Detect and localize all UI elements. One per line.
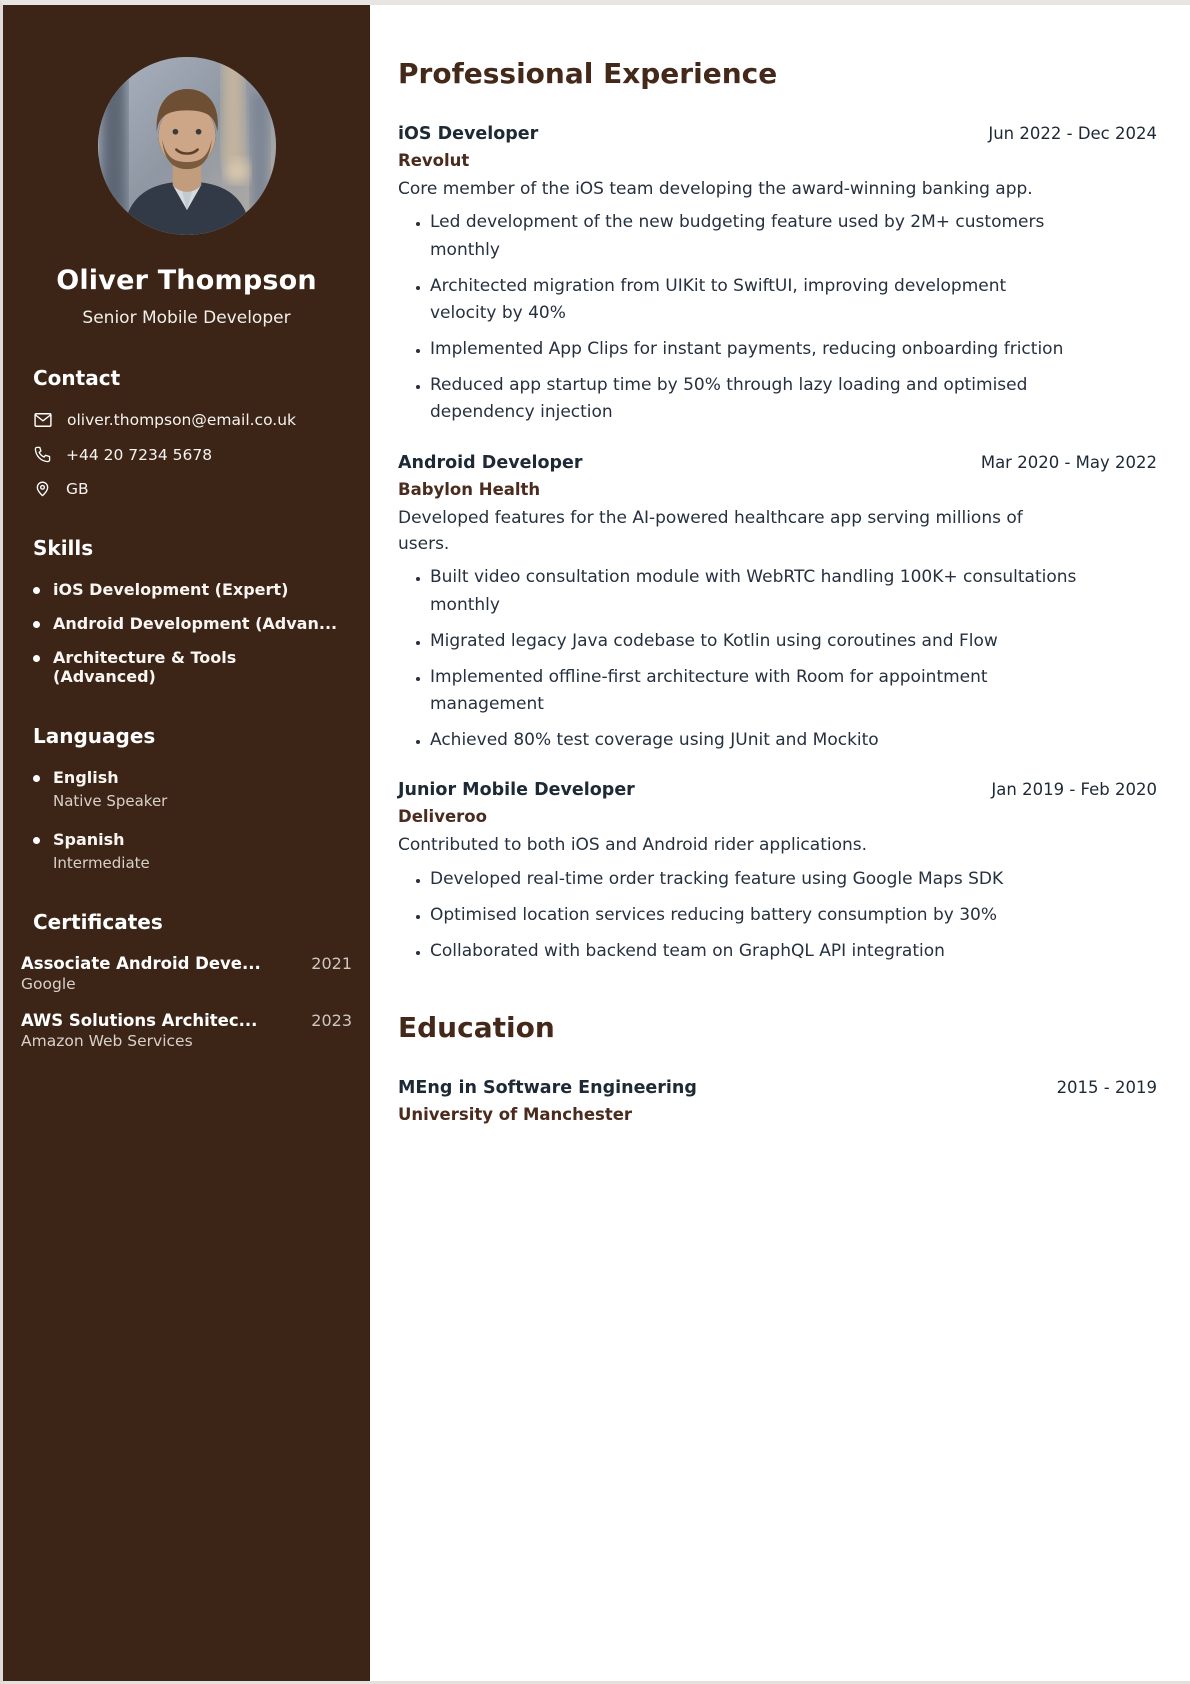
- job-bullet: • Reduced app startup time by 50% through lazy loading and optimised dependency injection: [430, 372, 1078, 426]
- language-item: [33, 768, 340, 810]
- certificate-name: AWS Solutions Architec...: [21, 1011, 258, 1030]
- job-title: iOS Developer: [398, 124, 539, 144]
- bullet-dot-icon: [33, 621, 40, 628]
- language-name: English: [53, 768, 119, 787]
- job-dates: Mar 2020 - May 2022: [980, 452, 1157, 472]
- job-summary: Contributed to both iOS and Android rider applications.: [398, 835, 868, 856]
- certificate-year: 2023: [311, 1011, 352, 1030]
- job-summary: Core member of the iOS team developing the award-winning banking app.: [398, 179, 1033, 199]
- job-bullet-list: [398, 564, 1078, 754]
- job-bullet: • Achieved 80% test coverage using JUnit and Mockito: [430, 727, 1078, 754]
- skill-item: [33, 648, 340, 686]
- email-icon: [33, 410, 53, 430]
- contact-phone-row: [33, 445, 340, 464]
- job-dates: Jan 2019 - Feb 2020: [991, 780, 1157, 800]
- certificate-item: [21, 954, 352, 993]
- languages-section: [33, 724, 340, 872]
- job-title: Android Developer: [398, 452, 583, 473]
- language-level: Intermediate: [53, 854, 150, 872]
- bullet-dot-icon: [33, 837, 40, 844]
- bullet-dot-icon: [33, 775, 40, 782]
- job-company: Revolut: [398, 151, 470, 170]
- contact-section: [33, 366, 340, 498]
- job-summary: Developed features for the AI-powered healthcare app serving millions of users.: [398, 507, 1023, 554]
- education-degree: MEng in Software Engineering: [398, 1078, 697, 1099]
- certificate-year: 2021: [311, 954, 352, 973]
- job-bullet-list: [398, 209, 1078, 426]
- job-dates: Jun 2022 - Dec 2024: [988, 124, 1157, 143]
- certificates-heading: Certificates: [33, 910, 163, 934]
- skill-item: [33, 580, 340, 599]
- skill-label: iOS Development (Expert): [53, 580, 289, 599]
- phone-icon: [33, 445, 52, 464]
- job-entry: [398, 124, 1157, 427]
- job-bullet: • Architected migration from UIKit to SwiftUI, improving development velocity by 40%: [430, 273, 1078, 327]
- education-entry: [398, 1078, 1157, 1124]
- job-bullet: • Built video consultation module with WebRTC handling 100K+ consultations monthly: [430, 564, 1078, 618]
- job-bullet: • Led development of the new budgeting feature used by 2M+ customers monthly: [430, 209, 1078, 263]
- avatar-photo-illustration: [98, 57, 276, 235]
- job-bullet: • Implemented App Clips for instant payments, reducing onboarding friction: [430, 336, 1078, 363]
- education-school: University of Manchester: [398, 1105, 633, 1125]
- language-item: [33, 830, 340, 872]
- contact-email-value: oliver.thompson@email.co.uk: [67, 411, 297, 429]
- skill-item: [33, 614, 340, 633]
- contact-heading: Contact: [33, 366, 121, 390]
- contact-phone-value: +44 20 7234 5678: [66, 445, 213, 464]
- job-company: Babylon Health: [398, 479, 541, 499]
- contact-email-row: [33, 410, 340, 430]
- language-name: Spanish: [53, 830, 125, 849]
- job-bullet: • Implemented offline-first architecture with Room for appointment management: [430, 664, 1078, 718]
- skill-label: Architecture & Tools (Advanced): [53, 648, 237, 686]
- job-bullet-list: [398, 866, 1078, 966]
- certificate-name: Associate Android Deve...: [21, 954, 261, 973]
- person-name: Oliver Thompson: [56, 265, 317, 296]
- job-entry: [398, 780, 1157, 965]
- avatar: [98, 57, 276, 235]
- certificate-item: [21, 1011, 352, 1050]
- contact-location-row: [33, 479, 340, 498]
- certificate-organization: Google: [21, 975, 76, 993]
- job-title: Junior Mobile Developer: [398, 780, 635, 801]
- education-dates: 2015 - 2019: [1056, 1078, 1157, 1098]
- certificates-section: [21, 910, 352, 1050]
- person-job-title: Senior Mobile Developer: [82, 308, 291, 328]
- skills-section: [33, 536, 340, 686]
- job-bullet: • Optimised location services reducing battery consumption by 30%: [430, 902, 1078, 929]
- job-bullet: • Migrated legacy Java codebase to Kotlin using coroutines and Flow: [430, 628, 1078, 655]
- job-bullet: • Developed real-time order tracking feature using Google Maps SDK: [430, 866, 1078, 893]
- bullet-dot-icon: [33, 587, 40, 594]
- location-pin-icon: [33, 479, 52, 498]
- language-level: Native Speaker: [53, 792, 168, 810]
- job-bullet: • Collaborated with backend team on GraphQL API integration: [430, 938, 1078, 965]
- skill-label: Android Development (Advan...: [53, 614, 338, 633]
- contact-location-value: GB: [66, 479, 89, 498]
- languages-heading: Languages: [33, 724, 156, 748]
- education-section-heading: Education: [398, 1011, 555, 1045]
- main-content: [370, 5, 1190, 1681]
- sidebar: [3, 5, 370, 1681]
- job-company: Deliveroo: [398, 807, 487, 827]
- bullet-dot-icon: [33, 655, 40, 662]
- experience-section-heading: Professional Experience: [398, 57, 778, 90]
- skills-heading: Skills: [33, 536, 94, 560]
- job-entry: [398, 453, 1157, 755]
- certificate-organization: Amazon Web Services: [21, 1032, 193, 1050]
